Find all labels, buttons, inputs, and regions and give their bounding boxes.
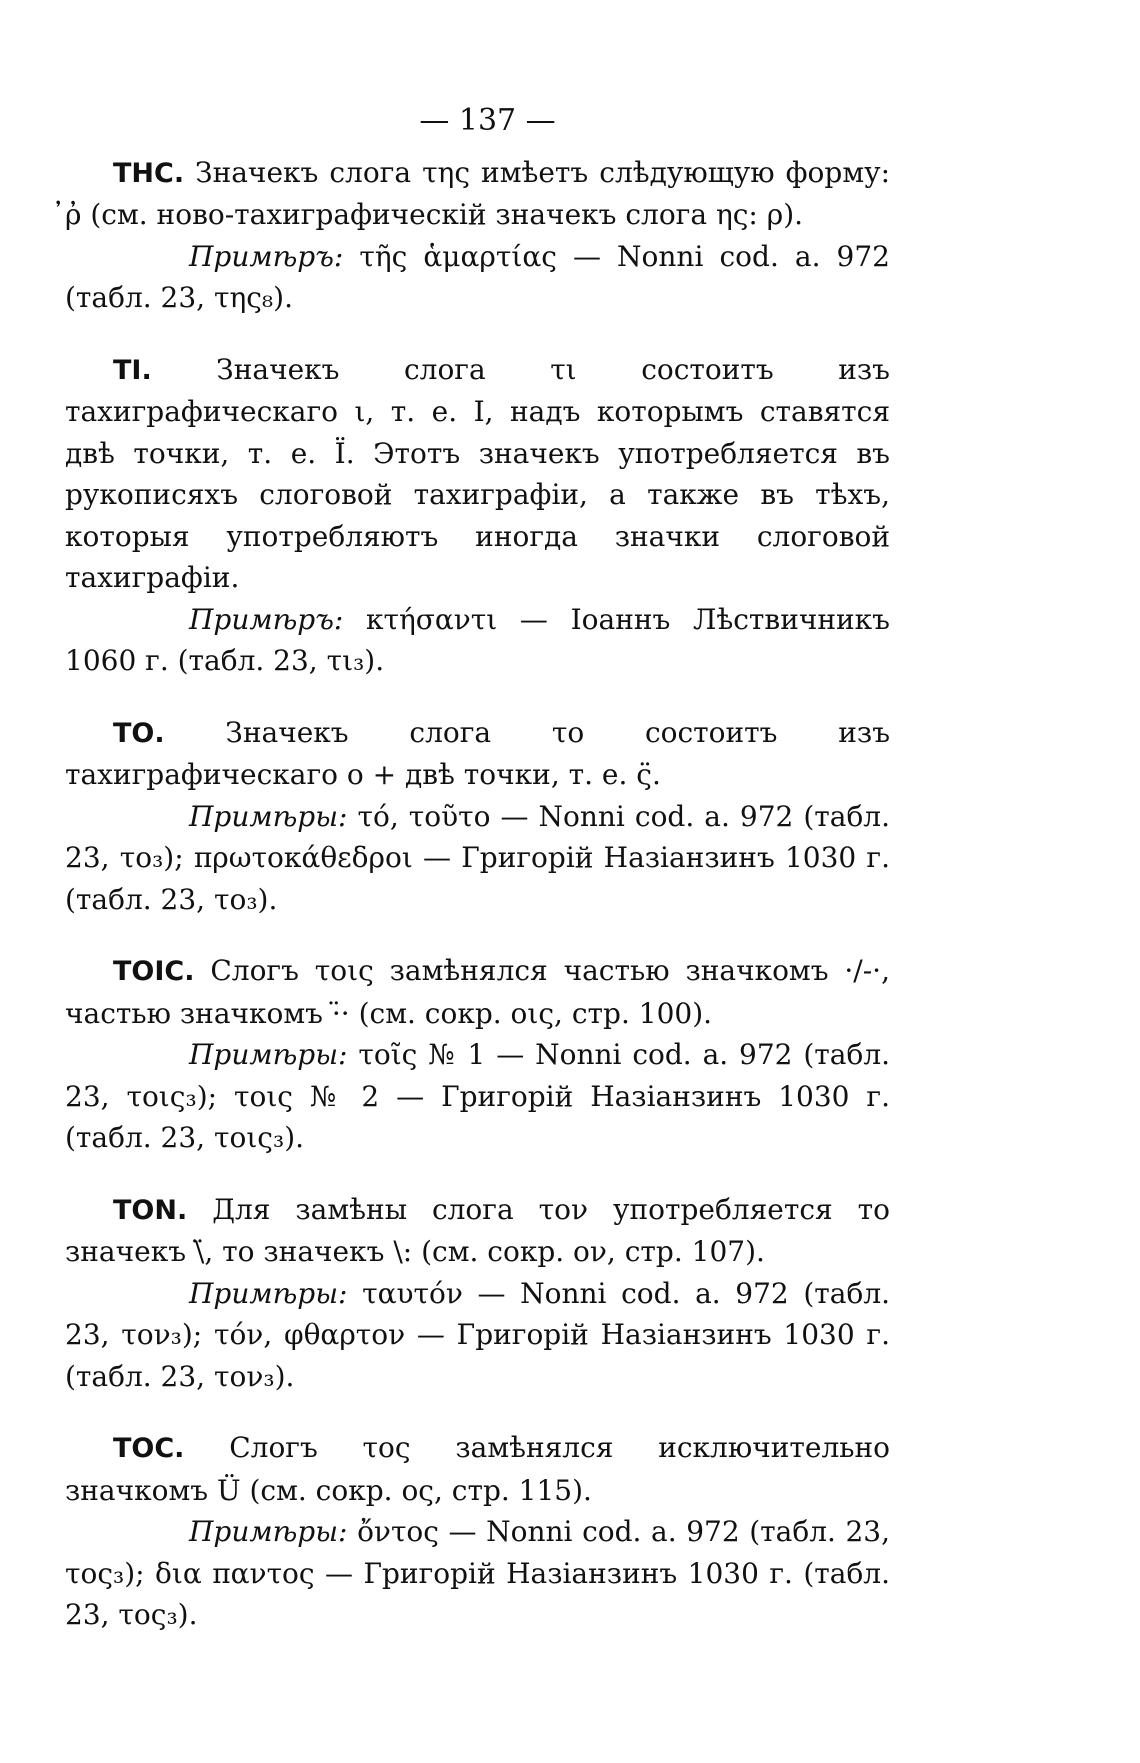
example-text: ταυτόν — Nonni cod. a. 972 (табл. 23, τον₃); τόν, φθαρτον — Григорій Назіанзинъ 1030 г. (табл. 23, τον₃).	[65, 1276, 891, 1393]
example-text: τό, τοῦτο — Nonni cod. a. 972 (табл. 23, το₃); πρωτοκάθεδροι — Григорій Назіанзинъ 1030 г. (табл. 23, το₃).	[65, 799, 890, 916]
entry-to	[65, 712, 890, 921]
page-body	[65, 100, 890, 1666]
entry-example	[65, 1273, 890, 1398]
entry-example	[65, 1511, 890, 1636]
example-text: κτήσαντι — Іоаннъ Лѣствичникъ 1060 г. (табл. 23, τι₃).	[65, 602, 890, 677]
entry-ti	[65, 349, 890, 682]
definition-text: Значекъ слога της имѣетъ слѣдующую форму: ̓ῤ (см. ново-тахиграфическій значекъ слога ης: ρ).	[65, 155, 890, 231]
entry-tois	[65, 950, 890, 1159]
example-label: Примѣры:	[189, 799, 348, 833]
example-text: τῆς ἁμαρτίας — Nonni cod. a. 972 (табл. 23, της₈).	[65, 239, 890, 314]
entry-definition	[65, 152, 890, 236]
example-label: Примѣры:	[189, 1515, 348, 1548]
page-number: — 137 —	[419, 103, 556, 138]
headword: ТІ.	[113, 354, 152, 386]
definition-text: Для замѣны слога τον употребляется то значекъ \̈, то значекъ \: (см. сокр. ον, стр. 107).	[65, 1192, 890, 1268]
headword: ТОN.	[113, 1194, 188, 1226]
entry-definition	[65, 950, 890, 1034]
entry-ton	[65, 1189, 890, 1398]
entry-tos	[65, 1427, 890, 1636]
definition-text: Значекъ слога το состоитъ изъ тахиграфическаго ο + двѣ точки, т. е. ς̈.	[65, 715, 891, 791]
example-label: Примѣръ:	[189, 239, 344, 273]
example-label: Примѣры:	[189, 1038, 348, 1071]
entry-definition	[65, 1189, 890, 1273]
headword: ТОС.	[113, 1433, 185, 1464]
headword: ТОІС.	[113, 956, 195, 987]
definition-text: Слогъ τοις замѣнялся частью значкомъ ·/-·, частью значкомъ ·̈· (см. сокр. οις, стр. 100).	[65, 954, 890, 1030]
entry-example	[65, 236, 890, 319]
definition-text: Слогъ τος замѣнялся исключительно значкомъ Ü (см. сокр. ος, стр. 115).	[65, 1431, 890, 1507]
entry-tes	[65, 152, 890, 319]
example-label: Примѣры:	[189, 1276, 348, 1310]
headword: ТО.	[113, 717, 165, 749]
entry-definition	[65, 712, 890, 796]
example-text: ὄντος — Nonni cod. a. 972 (табл. 23, τος₃); δια παντος — Григорій Назіанзинъ 1030 г. (табл. 23, τος₃).	[65, 1515, 891, 1631]
entry-definition	[65, 1427, 890, 1511]
entry-example	[65, 599, 890, 682]
headword: ТНС.	[113, 157, 185, 189]
entry-example	[65, 1034, 890, 1159]
example-label: Примѣръ:	[189, 602, 344, 636]
entry-definition	[65, 349, 890, 599]
example-text: τοῖς № 1 — Nonni cod. a. 972 (табл. 23, τοις₃); τοις № 2 — Григорій Назіанзинъ 1030 г. (табл. 23, τοις₃).	[65, 1038, 891, 1154]
definition-text: Значекъ слога τι состоитъ изъ тахиграфическаго ι, т. е. Ι, надъ которымъ ставятся двѣ точки, т. е. Ϊ. Этотъ значекъ употребляется въ рукописяхъ слоговой тахиграфіи, а также въ тѣхъ, которыя употребляютъ иногда значки слоговой тахиграфіи.	[65, 352, 890, 594]
entry-example	[65, 796, 890, 921]
